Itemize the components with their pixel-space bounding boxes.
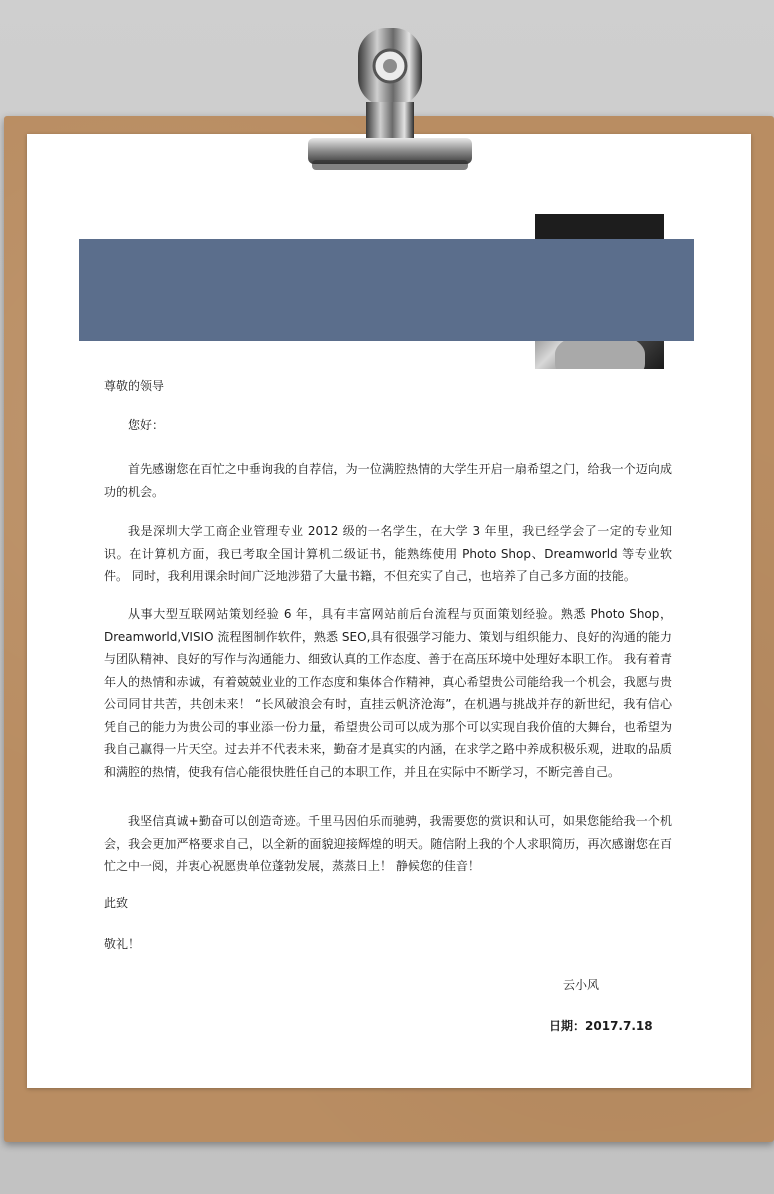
greeting: 您好： bbox=[128, 418, 165, 432]
signature: 云小风 bbox=[563, 978, 600, 992]
name-banner bbox=[79, 239, 694, 341]
date-line bbox=[549, 1017, 653, 1034]
paragraph: 我坚信真诚+勤奋可以创造奇迹。千里马因伯乐而驰骋，我需要您的赏识和认可，如果您能给我一个机会，我会更加严格要求自己，以全新的面貌迎接辉煌的明天。随信附上我的个人求职简历，再次感谢您在百忙之中一阅，并衷心祝愿贵单位蓬勃发展，蒸蒸日上！ 静候您的佳音！ bbox=[104, 814, 672, 873]
closing-line-2: 敬礼！ bbox=[104, 937, 141, 951]
paragraph: 我是深圳大学工商企业管理专业 2012 级的一名学生，在大学 3 年里，我已经学会了一定的专业知识。在计算机方面，我已考取全国计算机二级证书，能熟练使用 Photo Shop、Dreamworld 等专业软件。 同时，我利用课余时间广泛地涉猎了大量书籍，不但充实了自己，也培养了自己多方面的技能。 bbox=[104, 524, 672, 583]
date-label: 日期： bbox=[549, 1019, 586, 1033]
salutation: 尊敬的领导 bbox=[104, 379, 165, 393]
paragraph: 首先感谢您在百忙之中垂询我的自荐信，为一位满腔热情的大学生开启一扇希望之门，给我一个迈向成功的机会。 bbox=[104, 462, 672, 499]
closing-line-1: 此致 bbox=[104, 896, 129, 910]
date-value: 2017.7.18 bbox=[585, 1019, 653, 1033]
paragraph: 从事大型互联网站策划经验 6 年，具有丰富网站前后台流程与页面策划经验。熟悉 Photo Shop，Dreamworld,VISIO 流程图制作软件，熟悉 SEO,具有很强学习能力、策划与组织能力、良好的沟通的能力与团队精神、良好的写作与沟通能力、细致认真的工作态度、善于在高压环境中处理好本职工作。 我有着青年人的热情和赤诚，有着兢兢业业的工作态度和集体合作精神，真心希望贵公司能给我一个机会，我愿与贵公司同甘共苦，共创未来！ “长风破浪会有时，直挂云帆济沧海”，在机遇与挑战并存的新世纪，我有信心凭自己的能力为贵公司的事业添一份力量，希望贵公司可以成为那个可以实现自我价值的大舞台，也希望为我自己赢得一片天空。过去并不代表未来，勤奋才是真实的内涵，在求学之路中养成积极乐观，进取的品质和满腔的热情，使我有信心能很快胜任自己的本职工作，并且在实际中不断学习，不断完善自己。 bbox=[104, 607, 672, 779]
binder-clip-icon bbox=[290, 24, 480, 180]
